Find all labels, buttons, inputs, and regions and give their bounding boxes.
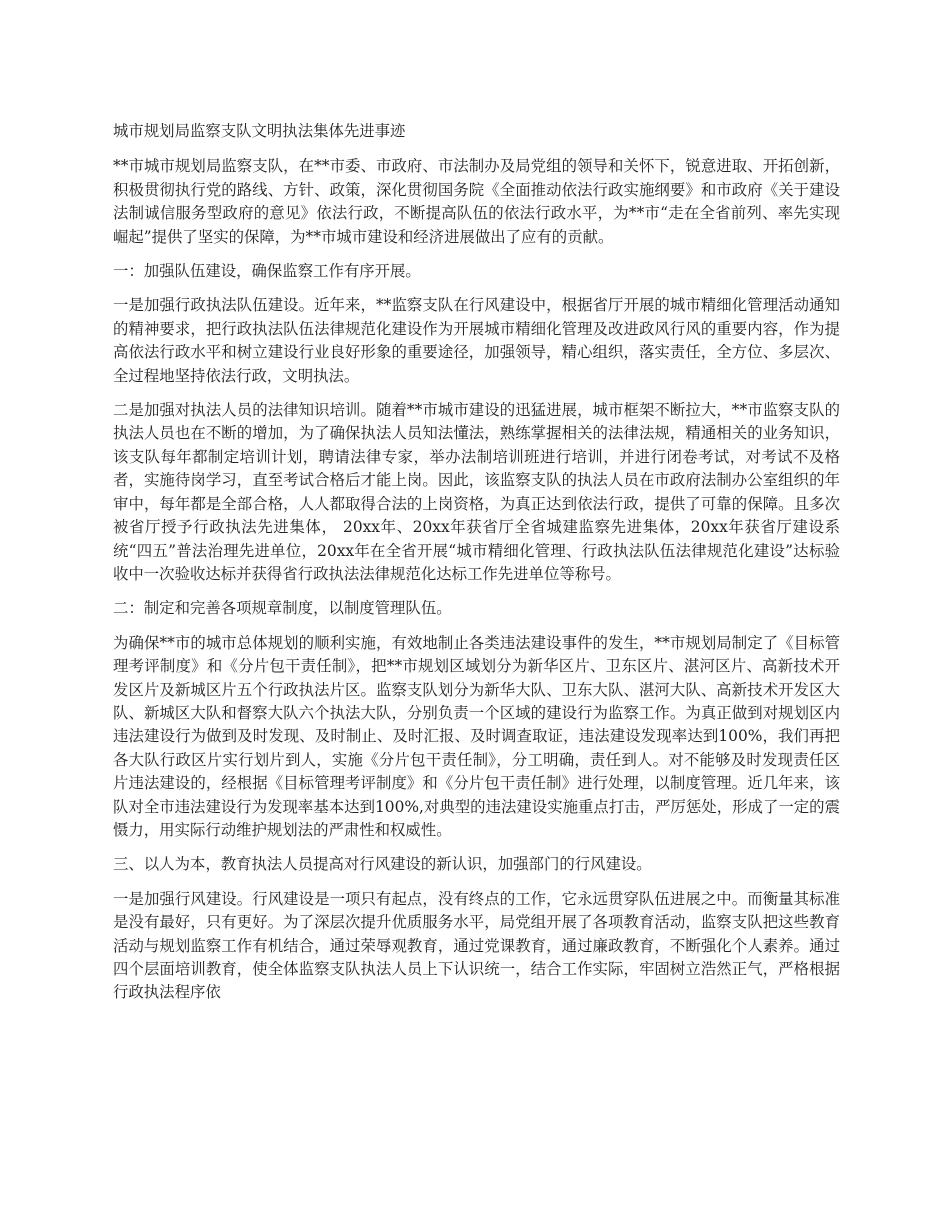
intro-paragraph: **市城市规划局监察支队，在**市委、市政府、市法制办及局党组的领导和关怀下，锐意进取、开拓创新，积极贯彻执行党的路线、方针、政策，深化贯彻国务院《全面推动依法行政实施纲要》和市政府《关于建设法制诚信服务型政府的意见》依法行政，不断提高队伍的依法行政水平，为**市“走在全省前列、率先实现崛起”提供了坚实的保障，为**市城市建设和经济进展做出了应有的贡献。 [113, 157, 840, 246]
section-1-paragraph-2: 二是加强对执法人员的法律知识培训。随着**市城市建设的迅猛进展，城市框架不断拉大，**市监察支队的执法人员也在不断的增加，为了确保执法人员知法懂法，熟练掌握相关的法律法规，精通相关的业务知识，该支队每年都制定培训计划，聘请法律专家，举办法制培训班进行培训，并进行闭卷考试，对考试不及格者，实施待岗学习，直至考试合格后才能上岗。因此，该监察支队的执法人员在市政府法制办公室组织的年审中，每年都是全部合格，人人都取得合法的上岗资格，为真正达到依法行政，提供了可靠的保障。且多次被省厅授予行政执法先进集体， 20xx年、20xx年获省厅全省城建监察先进集体，20xx年获省厅建设系统“四五”普法治理先进单位，20xx年在全省开展“城市精细化管理、行政执法队伍法律规范化建设”达标验收中一次验收达标并获得省行政执法法律规范化达标工作先进单位等称号。 [113, 401, 840, 583]
section-2-paragraph-1: 为确保**市的城市总体规划的顺利实施，有效地制止各类违法建设事件的发生，**市规划局制定了《目标管理考评制度》和《分片包干责任制》，把**市规划区域划分为新华区片、卫东区片、湛河区片、高新技术开发区片及新城区片五个行政执法片区。监察支队划分为新华大队、卫东大队、湛河大队、高新技术开发区大队、新城区大队和督察大队六个执法大队，分别负责一个区域的建设行为监察工作。为真正做到对规划区内违法建设行为做到及时发现、及时制止、及时汇报、及时调查取证，违法建设发现率达到100%，我们再把各大队行政区片实行划片到人，实施《分片包干责任制》，分工明确，责任到人。对不能够及时发现责任区片违法建设的，经根据《目标管理考评制度》和《分片包干责任制》进行处理，以制度管理。近几年来，该队对全市违法建设行为发现率基本达到100%,对典型的违法建设实施重点打击，严厉惩处，形成了一定的震慑力，用实际行动维护规划法的严肃性和权威性。 [113, 633, 840, 839]
section-heading-1: 一：加强队伍建设，确保监察工作有序开展。 [113, 262, 421, 281]
section-heading-2: 二：制定和完善各项规章制度，以制度管理队伍。 [113, 599, 452, 618]
section-heading-3: 三、以人为本，教育执法人员提高对行风建设的新认识，加强部门的行风建设。 [113, 855, 652, 874]
document-page [113, 120, 840, 1016]
document-title: 城市规划局监察支队文明执法集体先进事迹 [113, 122, 406, 140]
section-3-paragraph-1: 一是加强行风建设。行风建设是一项只有起点，没有终点的工作，它永远贯穿队伍进展之中。而衡量其标准是没有最好，只有更好。为了深层次提升优质服务水平，局党组开展了各项教育活动，监察支队把这些教育活动与规划监察工作有机结合，通过荣辱观教育，通过党课教育，通过廉政教育，不断强化个人素养。通过四个层面培训教育，使全体监察支队执法人员上下认识统一，结合工作实际，牢固树立浩然正气，严格根据行政执法程序依 [113, 889, 840, 1002]
section-1-paragraph-1: 一是加强行政执法队伍建设。近年来，**监察支队在行风建设中，根据省厅开展的城市精细化管理活动通知的精神要求，把行政执法队伍法律规范化建设作为开展城市精细化管理及改进政风行风的重要内容，作为提高依法行政水平和树立建设行业良好形象的重要途径，加强领导，精心组织，落实责任，全方位、多层次、全过程地坚持依法行政，文明执法。 [113, 296, 840, 385]
